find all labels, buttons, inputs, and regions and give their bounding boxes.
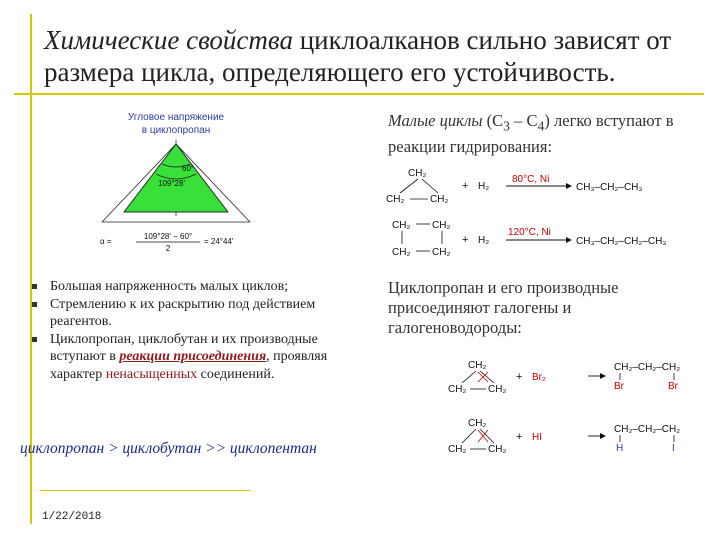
unsaturated-term: ненасыщенных	[105, 366, 198, 382]
x2-left: CH₂	[448, 444, 467, 455]
bullet-text-a: Циклопропан, циклобутан и их производные вступают в	[50, 331, 318, 364]
h2-reagent: H₂	[478, 235, 490, 246]
h2-tr: CH₂	[432, 220, 451, 231]
slide-date: 1/22/2018	[42, 511, 102, 523]
x2-plus: +	[516, 431, 523, 443]
figure-label-line2: в циклопропан	[141, 125, 211, 136]
x2-sub-right: I	[672, 443, 675, 454]
bullet-text: Большая напряженность малых циклов;	[50, 279, 289, 294]
h2-product: CH₃–CH₂–CH₂–CH₃	[576, 236, 667, 247]
h1-condition: 80°C, Ni	[512, 174, 550, 185]
x1-right: CH₂	[488, 384, 507, 395]
halogen-note: Циклопропан и его производные присоединяют галогены и галогеноводороды:	[388, 278, 619, 337]
footer-accent-line	[40, 490, 250, 491]
formula-denominator: 2	[165, 244, 171, 253]
bullet-text: Стремлению к их раскрытию под действием реагентов.	[50, 296, 316, 329]
h2-bl: CH₂	[392, 247, 411, 257]
angle-strain-figure	[96, 104, 256, 254]
h1-left: CH₂	[386, 194, 405, 205]
bullet-square-icon	[32, 284, 37, 289]
bullet-item	[30, 331, 350, 384]
h1-right: CH₂	[430, 194, 449, 205]
stability-series: циклопропан > циклобутан >> циклопентан	[20, 440, 317, 457]
addition-reactions-term: реакции присоединения	[119, 349, 267, 364]
halogenation-reactions	[444, 358, 714, 458]
h2-br: CH₂	[432, 247, 451, 257]
small-cycles-text	[388, 110, 713, 157]
h2-condition: 120°C, Ni	[508, 227, 551, 238]
hydrogenation-reactions	[382, 162, 702, 257]
title-rest: циклоалканов сильно зависят от размера цикла, определяющего его устойчивость.	[44, 25, 672, 87]
title-italic: Химические свойства	[44, 25, 293, 55]
small-cycles-sub2: 4	[537, 118, 545, 134]
figure-label-line1: Угловое напряжение	[127, 112, 225, 123]
h1-plus: +	[462, 180, 469, 192]
small-cycles-text-b: – С	[510, 111, 538, 130]
bullet-item	[30, 296, 350, 331]
small-cycles-italic: Малые циклы	[388, 111, 483, 130]
h2-plus: +	[462, 234, 469, 246]
angle-60-label: 60°	[182, 164, 195, 173]
x1-left: CH₂	[448, 384, 467, 395]
h1-top: CH₂	[408, 168, 427, 179]
x1-plus: +	[516, 371, 523, 383]
h1-product: CH₃–CH₂–CH₃	[576, 182, 643, 193]
small-cycles-text-a: (С	[482, 111, 504, 130]
angle-109-label: 109°28'	[158, 179, 185, 188]
formula-alpha: α =	[100, 237, 112, 246]
x1-sub-left: Br	[614, 381, 624, 392]
x2-right: CH₂	[488, 444, 507, 455]
bullet-list	[30, 278, 350, 383]
small-cycles-sub1: 3	[503, 118, 510, 134]
h2-tl: CH₂	[392, 220, 411, 231]
x1-reagent: Br₂	[532, 372, 546, 383]
bullet-text-c: соединений.	[197, 366, 275, 382]
bullet-square-icon	[32, 337, 37, 342]
x2-sub-left: H	[616, 443, 624, 454]
bullet-item	[30, 278, 350, 296]
bullet-square-icon	[32, 302, 37, 307]
small-cycles-text-c: ) легко вступают в реакции гидрирования:	[388, 111, 674, 157]
x2-product: CH₂–CH₂–CH₂	[614, 424, 681, 435]
x1-sub-right: Br	[668, 381, 678, 392]
slide-title	[44, 24, 704, 88]
x1-product: CH₂–CH₂–CH₂	[614, 362, 681, 373]
formula-numerator: 109°28' − 60°	[143, 232, 193, 241]
horizontal-accent-line	[14, 93, 704, 95]
x2-reagent: HI	[532, 432, 542, 443]
x2-top: CH₂	[468, 418, 487, 429]
formula-result: = 24°44'	[204, 237, 234, 246]
h1-reagent: H₂	[478, 181, 490, 192]
bullet-text-b: , проявляя характер	[50, 349, 328, 382]
x1-top: CH₂	[468, 360, 487, 371]
